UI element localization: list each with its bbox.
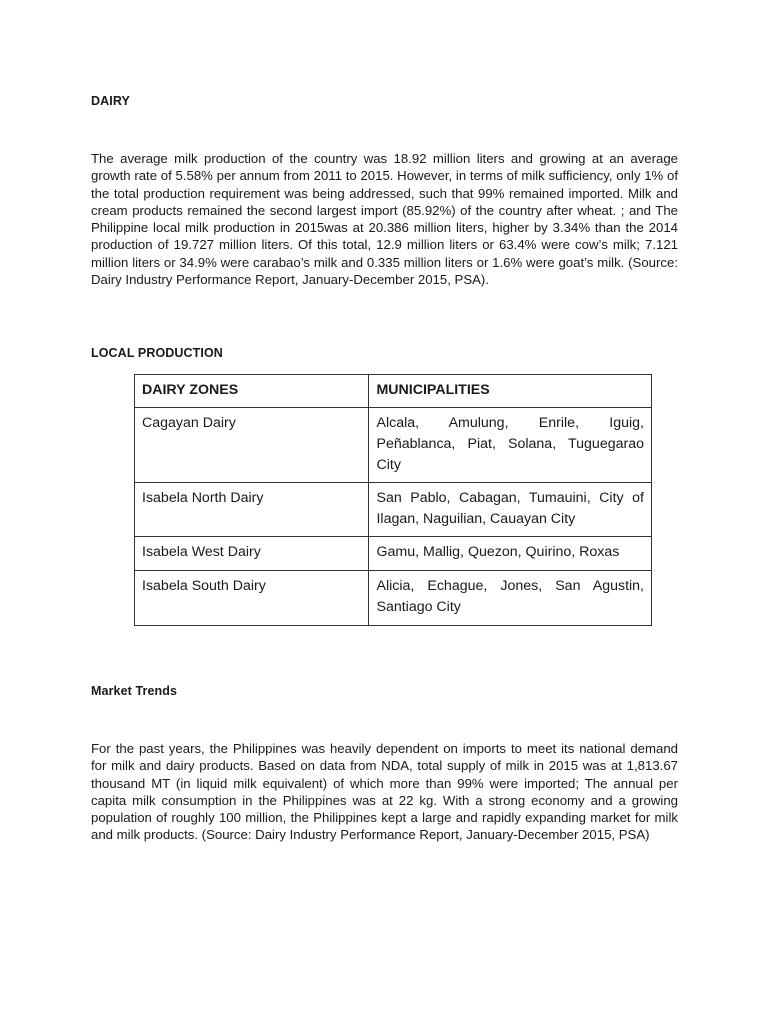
zone-cell: Isabela South Dairy xyxy=(135,571,369,626)
zone-cell: Cagayan Dairy xyxy=(135,408,369,483)
market-trends-paragraph: For the past years, the Philippines was heavily dependent on imports to meet its national demand for milk and dairy products. Based on data from NDA, total supply of milk in 2015 was at 1,813.67 thousand MT (in liquid milk equivalent) of which more than 99% were imported; The annual per capita milk consumption in the Philippines was at 22 kg. With a strong economy and a growing population of roughly 100 million, the Philippines kept a large and rapidly expanding market for milk and milk products. (Source: Dairy Industry Performance Report, January-December 2015, PSA) xyxy=(91,741,678,843)
table-row xyxy=(135,483,652,537)
column-header-municipalities: MUNICIPALITIES xyxy=(369,375,652,408)
municipalities-cell: Alcala, Amulung, Enrile, Iguig, Peñablanca, Piat, Solana, Tuguegarao City xyxy=(369,408,652,483)
zone-cell: Isabela West Dairy xyxy=(135,537,369,571)
municipalities-cell: Alicia, Echague, Jones, San Agustin, Santiago City xyxy=(369,571,652,626)
market-trends-heading: Market Trends xyxy=(91,684,178,698)
table-row xyxy=(135,408,652,483)
dairy-zones-table xyxy=(134,374,652,626)
municipalities-cell: Gamu, Mallig, Quezon, Quirino, Roxas xyxy=(369,537,652,571)
table-row xyxy=(135,571,652,626)
table-header-row xyxy=(135,375,652,408)
table-row xyxy=(135,537,652,571)
local-production-heading: LOCAL PRODUCTION xyxy=(91,346,223,360)
municipalities-cell: San Pablo, Cabagan, Tumauini, City of Ilagan, Naguilian, Cauayan City xyxy=(369,483,652,537)
dairy-heading: DAIRY xyxy=(91,94,130,108)
zone-cell: Isabela North Dairy xyxy=(135,483,369,537)
column-header-dairy-zones: DAIRY ZONES xyxy=(135,375,369,408)
dairy-paragraph: The average milk production of the country was 18.92 million liters and growing at an average growth rate of 5.58% per annum from 2011 to 2015. However, in terms of milk sufficiency, only 1% of the total production requirement was being addressed, such that 99% remained imported. Milk and cream products remained the second largest import (85.92%) of the country after wheat. ; and The Philippine local milk production in 2015was at 20.386 million liters, higher by 3.34% than the 2014 production of 19.727 million liters. Of this total, 12.9 million liters or 63.4% were cow’s milk; 7.121 million liters or 34.9% were carabao’s milk and 0.335 million liters or 1.6% were goat’s milk. (Source: Dairy Industry Performance Report, January-December 2015, PSA). xyxy=(91,151,678,288)
